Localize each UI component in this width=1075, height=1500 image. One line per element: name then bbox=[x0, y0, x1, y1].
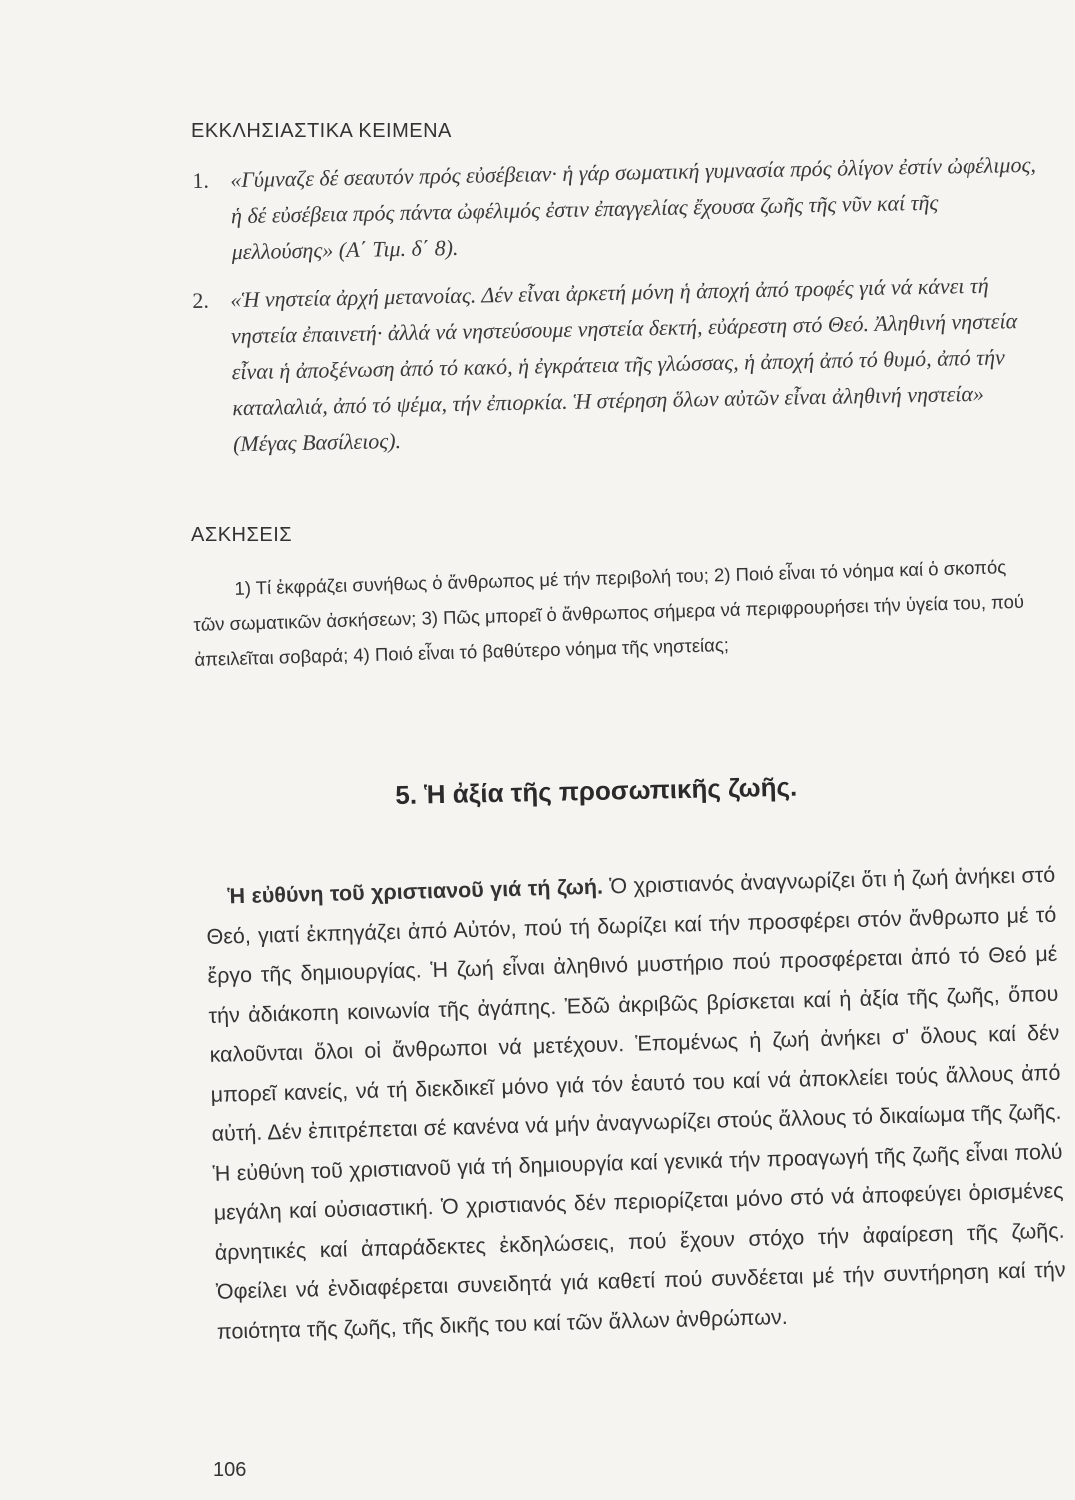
quote-item bbox=[192, 267, 1045, 463]
texts-heading: ΕΚΚΛΗΣΙΑΣΤΙΚΑ ΚΕΙΜΕΝΑ bbox=[191, 120, 452, 142]
quote-number: 1. bbox=[192, 167, 210, 193]
exercises-heading: ΑΣΚΗΣΕΙΣ bbox=[191, 524, 293, 546]
page-number: 106 bbox=[213, 1459, 247, 1481]
quote-number: 2. bbox=[192, 287, 210, 313]
body-lead: Ἡ εὐθύνη τοῦ χριστιανοῦ γιά τή ζωή. bbox=[227, 874, 604, 909]
body-text: Ὁ χριστιανός ἀναγνωρίζει ὅτι ἡ ζωή ἀνήκει στό Θεό, γιατί ἐκπηγάζει ἀπό Αὐτόν, πού τή δωρίζει καί τήν προσφέρει στόν ἄνθρωπο μέ τό ἔργο τῆς δημιουργίας. Ἡ ζωή εἶναι ἀληθινό μυστήριο πού προσφέρεται ἀπό τό Θεό μέ τήν ἀδιάκοπη κοινωνία τῆς ἀγάπης. Ἐδῶ ἀκριβῶς βρίσκεται καί ἡ ἀξία τῆς ζωῆς, ὅπου καλοῦνται ὅλοι οἱ ἄνθρωποι νά μετέχουν. Ἑπομένως ἡ ζωή ἀνήκει σ' ὅλους καί δέν μπορεῖ κανείς, νά τή διεκδικεῖ μόνο γιά τόν ἑαυτό του καί νά ἀποκλείει τούς ἄλλους ἀπό αὐτή. Δέν ἐπιτρέπεται σέ κανένα νά μήν ἀναγνωρίζει στούς ἄλλους τό δικαίωμα τῆς ζωῆς. Ἡ εὐθύνη τοῦ χριστιανοῦ γιά τή δημιουργία καί γενικά τήν προαγωγή τῆς ζωῆς εἶναι πολύ μεγάλη καί οὐσιαστική. Ὁ χριστιανός δέν περιορίζεται μόνο στό νά ἀποφεύγει ὁρισμένες ἀρνητικές καί ἀπαράδεκτες ἐκδηλώσεις, πού ἔχουν στόχο τήν ἀφαίρεση τῆς ζωῆς. Ὀφείλει νά ἐνδιαφέρεται συνειδητά γιά καθετί πού συνδέεται μέ τήν συντήρηση καί τήν ποιότητα τῆς ζωῆς, τῆς δικῆς του καί τῶν ἄλλων ἀνθρώπων. bbox=[206, 862, 1066, 1344]
chapter-title: 5. Ἡ ἀξία τῆς προσωπικῆς ζωῆς. bbox=[395, 771, 798, 810]
quote-item bbox=[192, 147, 1044, 271]
body-paragraph bbox=[205, 856, 1067, 1352]
quotes-block-2 bbox=[192, 267, 1045, 463]
quote-text: «Γύμναζε δέ σεαυτόν πρός εὐσέβειαν· ἡ γάρ σωματική γυμνασία πρός ὀλίγον ἐστίν ὠφέλιμος, ἡ δέ εὐσέβεια πρός πάντα ὠφέλιμός ἐστιν ἐπαγγελίας ἔχουσα ζωῆς τῆς νῦν καί τῆς μελλούσης» (Α΄ Τιμ. δ΄ 8). bbox=[230, 151, 1037, 265]
exercises-text: 1) Τί ἐκφράζει συνήθως ὁ ἄνθρωπος μέ τήν περιβολή του; 2) Ποιό εἶναι τό νόημα καί ὁ σκοπός τῶν σωματικῶν ἀσκήσεων; 3) Πῶς μπορεῖ ὁ ἄνθρωπος σήμερα νά περιφρουρήσει τήν ὑγεία του, πού ἀπειλεῖται σοβαρά; 4) Ποιό εἶναι τό βαθύτερο νόημα τῆς νηστείας; bbox=[193, 556, 1025, 670]
quote-text: «Ἡ νηστεία ἀρχή μετανοίας. Δέν εἶναι ἀρκετή μόνη ἡ ἀποχή ἀπό τροφές γιά νά κάνει τή νηστεία ἐπαινετή· ἀλλά νά νηστεύσουμε νηστεία δεκτή, εὐάρεστη στό Θεό. Ἀληθινή νηστεία εἶναι ἡ ἀποξένωση ἀπό τό κακό, ἡ ἐγκράτεια τῆς γλώσσας, ἡ ἀποχή ἀπό τό θυμό, ἀπό τήν καταλαλιά, ἀπό τό ψέμα, τήν ἐπιορκία. Ἡ στέρηση ὅλων αὐτῶν εἶναι ἀληθινή νηστεία» (Μέγας Βασίλειος). bbox=[230, 272, 1018, 457]
quotes-block bbox=[192, 147, 1044, 271]
